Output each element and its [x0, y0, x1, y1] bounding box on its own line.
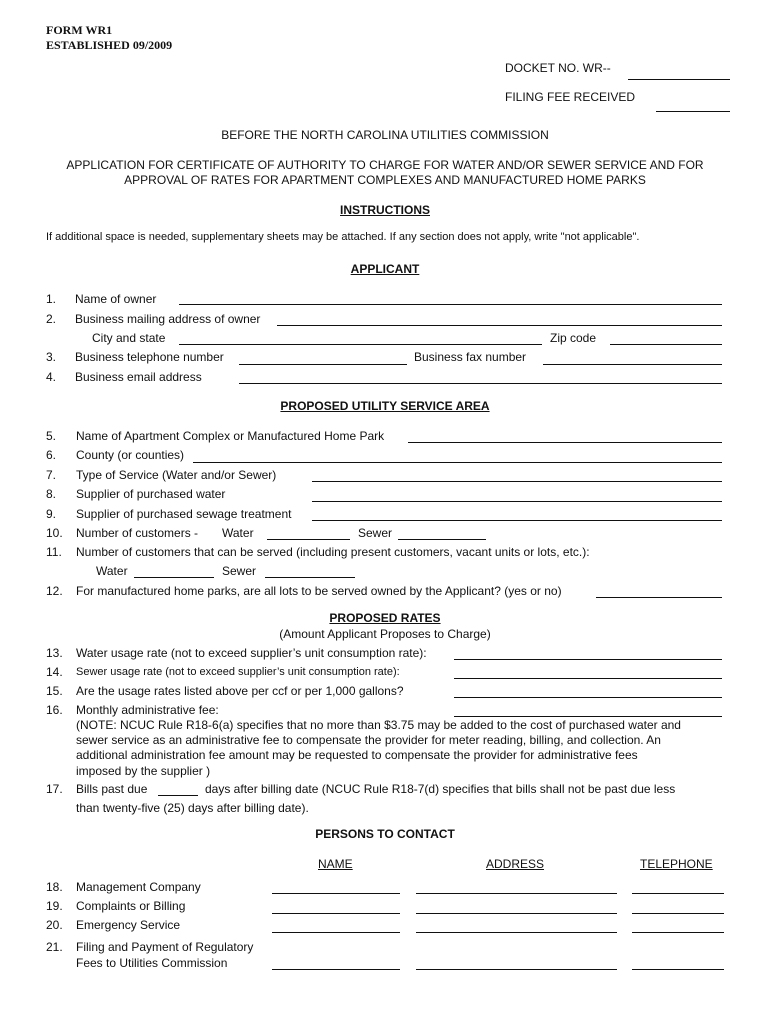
rates-subheading: (Amount Applicant Proposes to Charge) [279, 627, 491, 641]
item-number-21: 21. [46, 940, 63, 954]
customers-label: Number of customers - [76, 526, 199, 540]
item-number-4: 4. [46, 370, 57, 384]
item-number-15: 15. [46, 684, 63, 698]
complaints-label: Complaints or Billing [76, 899, 186, 913]
docket-label: DOCKET NO. WR-- [505, 61, 611, 75]
owner-name-label: Name of owner [75, 292, 157, 306]
lots-owned-field[interactable] [596, 597, 722, 598]
complex-name-label: Name of Apartment Complex or Manufactured Home Park [76, 429, 385, 443]
sewage-supplier-field[interactable] [312, 520, 722, 521]
complex-name-field[interactable] [408, 442, 722, 443]
item-number-3: 3. [46, 350, 57, 364]
item-number-18: 18. [46, 880, 63, 894]
mailing-address-field[interactable] [277, 325, 722, 326]
regulatory-phone-field[interactable] [632, 969, 724, 970]
admin-fee-note-line4: imposed by the supplier ) [76, 764, 211, 778]
management-label: Management Company [76, 880, 201, 894]
item-number-10: 10. [46, 526, 63, 540]
regulatory-fees-label-line1: Filing and Payment of Regulatory [76, 940, 254, 954]
admin-fee-note-line1: (NOTE: NCUC Rule R18-6(a) specifies that no more than $3.75 may be added to the cost of purchased water and [76, 718, 681, 732]
item-number-17: 17. [46, 782, 63, 796]
business-email-field[interactable] [239, 383, 722, 384]
item-number-5: 5. [46, 429, 57, 443]
form-id: FORM WR1 [46, 23, 113, 37]
col-header-address: ADDRESS [486, 857, 545, 871]
item-number-9: 9. [46, 507, 57, 521]
col-header-name: NAME [318, 857, 353, 871]
item-number-19: 19. [46, 899, 63, 913]
lots-owned-label: For manufactured home parks, are all lots to be served owned by the Applicant? (yes or no) [76, 584, 562, 598]
sewage-supplier-label: Supplier of purchased sewage treatment [76, 507, 292, 521]
established-date: ESTABLISHED 09/2009 [46, 38, 173, 52]
management-phone-field[interactable] [632, 893, 724, 894]
city-state-field[interactable] [179, 344, 542, 345]
admin-fee-note-line2: sewer service as an administrative fee to compensate the provider for meter reading, billing, and collection. An [76, 733, 661, 747]
zip-code-label: Zip code [550, 331, 597, 345]
management-address-field[interactable] [416, 893, 617, 894]
past-due-days-field[interactable] [158, 795, 198, 796]
emergency-name-field[interactable] [272, 932, 400, 933]
past-due-label-a: Bills past due [76, 782, 148, 796]
business-phone-label: Business telephone number [75, 350, 224, 364]
capacity-sewer-label: Sewer [222, 564, 257, 578]
complaints-address-field[interactable] [416, 913, 617, 914]
item-number-12: 12. [46, 584, 63, 598]
service-type-field[interactable] [312, 481, 722, 482]
capacity-water-field[interactable] [134, 577, 214, 578]
business-email-label: Business email address [75, 370, 202, 384]
city-state-label: City and state [92, 331, 166, 345]
commission-heading: BEFORE THE NORTH CAROLINA UTILITIES COMMISSION [221, 128, 549, 142]
rate-unit-label: Are the usage rates listed above per ccf or per 1,000 gallons? [76, 684, 404, 698]
item-number-11: 11. [46, 545, 62, 559]
service-area-heading: PROPOSED UTILITY SERVICE AREA [280, 399, 490, 413]
water-rate-field[interactable] [454, 659, 722, 660]
business-phone-field[interactable] [239, 364, 407, 365]
county-label: County (or counties) [76, 448, 185, 462]
county-field[interactable] [193, 462, 722, 463]
item-number-2: 2. [46, 312, 57, 326]
instructions-heading: INSTRUCTIONS [340, 203, 430, 217]
contacts-heading: PERSONS TO CONTACT [315, 827, 455, 841]
past-due-label-b: days after billing date (NCUC Rule R18-7(d) specifies that bills shall not be past due less [205, 782, 676, 796]
owner-name-field[interactable] [179, 304, 722, 305]
item-number-14: 14. [46, 665, 63, 679]
item-number-1: 1. [46, 292, 57, 306]
past-due-label-c: than twenty-five (25) days after billing date). [76, 801, 309, 815]
regulatory-name-field[interactable] [272, 969, 400, 970]
item-number-7: 7. [46, 468, 57, 482]
business-fax-label: Business fax number [414, 350, 527, 364]
water-rate-label: Water usage rate (not to exceed supplier’s unit consumption rate): [76, 646, 427, 660]
water-supplier-label: Supplier of purchased water [76, 487, 226, 501]
item-number-8: 8. [46, 487, 57, 501]
capacity-label: Number of customers that can be served (including present customers, vacant units or lots, etc.): [76, 545, 590, 559]
docket-field[interactable] [628, 79, 730, 80]
customers-water-field[interactable] [267, 539, 350, 540]
customers-water-label: Water [222, 526, 254, 540]
rate-unit-field[interactable] [454, 697, 722, 698]
sewer-rate-label: Sewer usage rate (not to exceed supplier’s unit consumption rate): [76, 666, 400, 678]
emergency-label: Emergency Service [76, 918, 181, 932]
capacity-water-label: Water [96, 564, 128, 578]
capacity-sewer-field[interactable] [265, 577, 355, 578]
item-number-13: 13. [46, 646, 63, 660]
col-header-telephone: TELEPHONE [640, 857, 713, 871]
filing-fee-field[interactable] [656, 111, 730, 112]
admin-fee-field[interactable] [454, 716, 722, 717]
sewer-rate-field[interactable] [454, 678, 722, 679]
rates-heading: PROPOSED RATES [329, 611, 441, 625]
customers-sewer-label: Sewer [358, 526, 393, 540]
emergency-phone-field[interactable] [632, 932, 724, 933]
regulatory-fees-label-line2: Fees to Utilities Commission [76, 956, 228, 970]
applicant-heading: APPLICANT [350, 262, 420, 276]
admin-fee-note-line3: additional administration fee amount may be requested to compensate the provider for administrative fees [76, 748, 638, 762]
zip-code-field[interactable] [610, 344, 722, 345]
water-supplier-field[interactable] [312, 501, 722, 502]
emergency-address-field[interactable] [416, 932, 617, 933]
instructions-text: If additional space is needed, supplementary sheets may be attached. If any section does not apply, write "not applicable". [46, 231, 640, 243]
application-title-line1: APPLICATION FOR CERTIFICATE OF AUTHORITY TO CHARGE FOR WATER AND/OR SEWER SERVICE AND FOR [66, 158, 704, 172]
item-number-20: 20. [46, 918, 63, 932]
item-number-6: 6. [46, 448, 57, 462]
complaints-phone-field[interactable] [632, 913, 724, 914]
complaints-name-field[interactable] [272, 913, 400, 914]
customers-sewer-field[interactable] [398, 539, 486, 540]
regulatory-address-field[interactable] [416, 969, 617, 970]
business-fax-field[interactable] [543, 364, 722, 365]
admin-fee-label: Monthly administrative fee: [76, 703, 219, 717]
item-number-16: 16. [46, 703, 63, 717]
service-type-label: Type of Service (Water and/or Sewer) [76, 468, 277, 482]
application-title-line2: APPROVAL OF RATES FOR APARTMENT COMPLEXES AND MANUFACTURED HOME PARKS [124, 173, 646, 187]
mailing-address-label: Business mailing address of owner [75, 312, 261, 326]
filing-fee-label: FILING FEE RECEIVED [505, 90, 636, 104]
management-name-field[interactable] [272, 893, 400, 894]
